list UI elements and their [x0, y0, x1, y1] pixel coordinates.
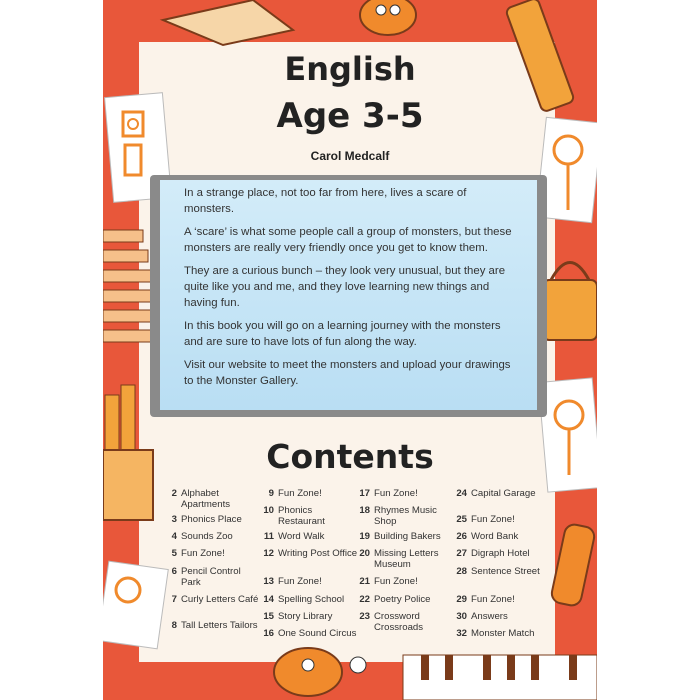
toc-page-number: 24 [456, 488, 467, 499]
toc-page-number: 17 [359, 488, 370, 499]
toc-page-number: 29 [456, 594, 467, 605]
handbag-illustration [543, 263, 597, 341]
toc-page-number: 2 [171, 488, 177, 499]
toc-page-number: 14 [263, 594, 274, 605]
toc-page-number: 8 [171, 620, 177, 631]
toc-page-number: 11 [263, 531, 274, 542]
toc-section-title: Sentence Street [471, 566, 540, 577]
toc-page-number: 32 [456, 628, 467, 639]
toc-section-title: Word Walk [278, 531, 325, 542]
toc-section-title: Crossword Crossroads [374, 611, 424, 633]
toc-section-title: Fun Zone! [181, 548, 225, 559]
intro-paragraph: Visit our website to meet the monsters and upload your drawings to the Monster Gallery. [184, 359, 511, 387]
monster-drawing-left-bottom [103, 561, 168, 649]
toc-section-title: Building Bakers [374, 531, 441, 542]
toc-section-title: Fun Zone! [471, 594, 515, 605]
toc-section-title: Monster Match [471, 628, 535, 639]
toc-page-number: 26 [456, 531, 467, 542]
toc-page-number: 25 [456, 514, 467, 525]
toc-section-title: Word Bank [471, 531, 519, 542]
toc-section-title: Sounds Zoo [181, 531, 233, 542]
toc-page-number: 27 [456, 548, 467, 559]
toc-section-title: Tall Letters Tailors [181, 620, 258, 631]
toc-section-title: Fun Zone! [278, 488, 322, 499]
toc-section-title: Rhymes Music Shop [374, 505, 437, 527]
toc-section-title: Fun Zone! [278, 576, 322, 587]
toc-section-title: Poetry Police [374, 594, 431, 605]
toc-page-number: 10 [263, 505, 274, 516]
crayon-illustration [550, 523, 596, 607]
piano-keys-illustration [403, 655, 597, 700]
toc-section-title: Curly Letters Café [181, 594, 259, 605]
paper-plane-illustration [163, 0, 293, 45]
toc-page-number: 28 [456, 566, 467, 577]
toc-section-title: One Sound Circus [278, 628, 357, 639]
toc-page-number: 22 [359, 594, 370, 605]
toc-page-number: 9 [268, 488, 274, 499]
toc-page-number: 4 [171, 531, 177, 542]
intro-paragraph: In this book you will go on a learning journey with the monsters and are sure to have lots of fun along the way. [184, 320, 501, 348]
toc-page-number: 7 [171, 594, 177, 605]
toc-section-title: Story Library [278, 611, 333, 622]
toc-page-number: 20 [359, 548, 370, 559]
toc-section-title: Alphabet Apartments [181, 488, 231, 510]
toc-page-number: 15 [263, 611, 274, 622]
toc-page-number: 30 [456, 611, 467, 622]
toc-section-title: Digraph Hotel [471, 548, 530, 559]
contents-heading: Contents [266, 437, 434, 476]
intro-paragraph: A ‘scare’ is what some people call a group of monsters, but these monsters are really very friendly once you get to know them. [184, 226, 512, 254]
intro-box [160, 180, 537, 410]
toc-page-number: 23 [359, 611, 370, 622]
toc-section-title: Answers [471, 611, 508, 622]
toc-page-number: 13 [263, 576, 274, 587]
toc-page-number: 16 [263, 628, 274, 639]
toc-section-title: Phonics Restaurant [278, 505, 325, 527]
toc-page-number: 21 [359, 576, 370, 587]
author-name: Carol Medcalf [310, 149, 390, 163]
toc-section-title: Missing Letters Museum [374, 548, 439, 570]
toc-section-title: Writing Post Office [278, 548, 358, 559]
toc-page-number: 3 [171, 514, 177, 525]
book-title: English [284, 50, 416, 88]
toc-section-title: Pencil Control Park [181, 566, 241, 588]
toc-section-title: Fun Zone! [374, 576, 418, 587]
intro-paragraph: In a strange place, not too far from here, lives a scare of monsters. [184, 187, 467, 215]
toc-section-title: Capital Garage [471, 488, 536, 499]
maraca-bottom-illustration [274, 648, 366, 696]
toc-page-number: 19 [359, 531, 370, 542]
toc-section-title: Phonics Place [181, 514, 242, 525]
intro-paragraph: They are a curious bunch – they look very unusual, but they are quite like you and me, and they love learning new things and having fun. [184, 265, 506, 309]
toc-page-number: 6 [171, 566, 177, 577]
toc-section-title: Fun Zone! [374, 488, 418, 499]
toc-section-title: Spelling School [278, 594, 345, 605]
toc-page-number: 12 [263, 548, 274, 559]
toc-page-number: 5 [171, 548, 177, 559]
maraca-illustration [360, 0, 416, 35]
toc-page-number: 18 [359, 505, 370, 516]
toc-section-title: Fun Zone! [471, 514, 515, 525]
age-range: Age 3-5 [276, 96, 424, 136]
